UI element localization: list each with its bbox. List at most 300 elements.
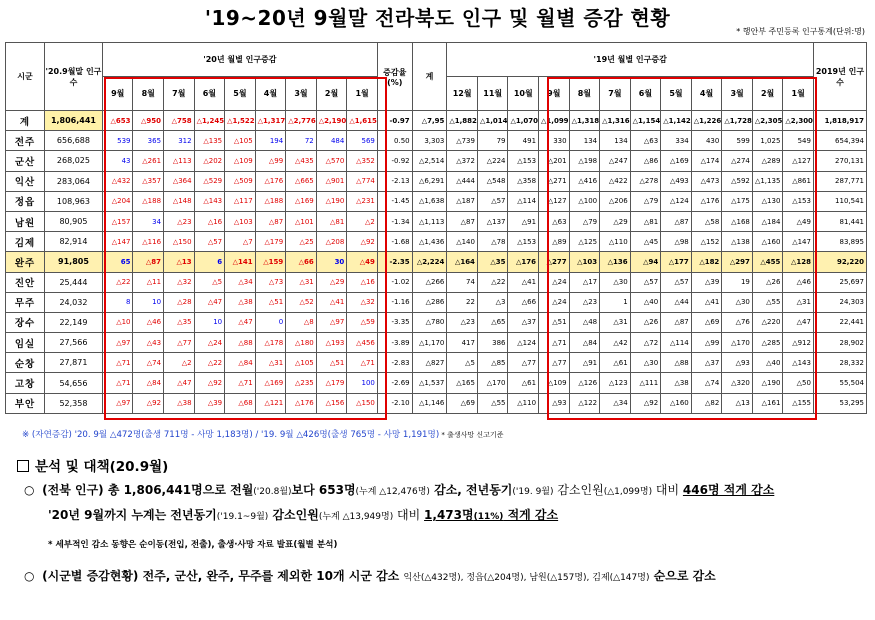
change-2019-cell: △277: [539, 252, 570, 272]
change-2020-cell: △456: [347, 333, 378, 353]
change-2019-cell: △271: [539, 171, 570, 191]
change-2020-cell: △1,317: [255, 111, 286, 131]
change-2019-cell: △201: [539, 151, 570, 171]
change-2019-cell: △88: [661, 353, 692, 373]
change-2020-cell: △97: [102, 333, 133, 353]
change-2020-cell: △49: [347, 252, 378, 272]
change-2019-cell: △31: [783, 292, 814, 312]
change-2019-cell: △23: [569, 292, 600, 312]
change-2019-cell: △160: [752, 232, 783, 252]
change-2019-cell: △93: [722, 353, 753, 373]
change-2020-cell: △10: [102, 312, 133, 332]
change-2020-cell: 194: [255, 131, 286, 151]
change-2019-cell: △87: [447, 211, 478, 231]
change-2019-cell: △1,135: [752, 171, 783, 191]
change-2019-cell: △127: [783, 151, 814, 171]
change-2019-cell: △71: [539, 333, 570, 353]
table-row: [6, 211, 867, 231]
change-2019-cell: △126: [569, 373, 600, 393]
change-2020-cell: △2,190: [316, 111, 347, 131]
change-2019-cell: 491: [508, 131, 539, 151]
header-2020-month: 6월: [194, 77, 225, 111]
change-2020-cell: △176: [286, 393, 317, 413]
change-2020-cell: △31: [286, 272, 317, 292]
pop-2020-cell: 268,025: [44, 151, 102, 171]
table-row: [6, 353, 867, 373]
change-2020-cell: △87: [255, 211, 286, 231]
table-row: [6, 232, 867, 252]
change-2020-cell: △150: [347, 393, 378, 413]
change-2019-cell: △55: [752, 292, 783, 312]
change-2019-cell: △50: [783, 373, 814, 393]
change-2020-cell: △92: [347, 232, 378, 252]
pop-2020-cell: 25,444: [44, 272, 102, 292]
header-2019-month: 1월: [783, 77, 814, 111]
change-2019-cell: △46: [783, 272, 814, 292]
change-2019-cell: △247: [600, 151, 631, 171]
change-2019-cell: △190: [752, 373, 783, 393]
change-2020-cell: △204: [102, 191, 133, 211]
change-2020-cell: △2,776: [286, 111, 317, 131]
rate-cell: -3.89: [377, 333, 412, 353]
table-row: [6, 333, 867, 353]
header-2020-month: 9월: [102, 77, 133, 111]
pop-2020-cell: 27,566: [44, 333, 102, 353]
change-2020-cell: △261: [133, 151, 164, 171]
change-2020-cell: △57: [194, 232, 225, 252]
change-2019-cell: △63: [539, 211, 570, 231]
change-2020-cell: 34: [133, 211, 164, 231]
change-2020-cell: △117: [225, 191, 256, 211]
pop-2020-cell: 91,805: [44, 252, 102, 272]
change-2019-cell: 549: [783, 131, 814, 151]
pop-2019-cell: 92,220: [813, 252, 866, 272]
change-2019-cell: 1,025: [752, 131, 783, 151]
change-2019-cell: △1,882: [447, 111, 478, 131]
change-2020-cell: △71: [102, 373, 133, 393]
change-2019-cell: △48: [569, 312, 600, 332]
region-cell: 전주: [6, 131, 45, 151]
change-2020-cell: △570: [316, 151, 347, 171]
change-2020-cell: △352: [347, 151, 378, 171]
change-2020-cell: △41: [316, 292, 347, 312]
change-2020-cell: △97: [102, 393, 133, 413]
change-2019-cell: △153: [508, 232, 539, 252]
header-2019-month: 12월: [447, 77, 478, 111]
change-2020-cell: △901: [316, 171, 347, 191]
change-2019-cell: △100: [569, 191, 600, 211]
change-2020-cell: △193: [316, 333, 347, 353]
change-2019-cell: △177: [661, 252, 692, 272]
change-2019-cell: △168: [722, 211, 753, 231]
change-2019-cell: △165: [447, 373, 478, 393]
change-2019-cell: △493: [661, 171, 692, 191]
change-2019-cell: △1,318: [569, 111, 600, 131]
change-2019-cell: △114: [661, 333, 692, 353]
pop-2020-cell: 108,963: [44, 191, 102, 211]
header-2019-month: 2월: [752, 77, 783, 111]
change-2019-cell: △42: [600, 333, 631, 353]
pop-2020-cell: 27,871: [44, 353, 102, 373]
change-2019-cell: 19: [722, 272, 753, 292]
pop-2020-cell: 1,806,441: [44, 111, 102, 131]
change-2019-cell: 386: [477, 333, 508, 353]
pop-2019-cell: 81,441: [813, 211, 866, 231]
change-2020-cell: △169: [286, 191, 317, 211]
rate-cell: -2.13: [377, 171, 412, 191]
change-2019-cell: △87: [661, 211, 692, 231]
rate-cell: -1.34: [377, 211, 412, 231]
change-2019-cell: △176: [508, 252, 539, 272]
change-2020-cell: △71: [347, 353, 378, 373]
change-2020-cell: △150: [164, 232, 195, 252]
total-2019-cell: △2,514: [412, 151, 447, 171]
change-2020-cell: △38: [164, 393, 195, 413]
total-2019-cell: △286: [412, 292, 447, 312]
change-2019-cell: △473: [691, 171, 722, 191]
rate-cell: -1.68: [377, 232, 412, 252]
change-2019-cell: △91: [569, 353, 600, 373]
change-2019-cell: △30: [630, 353, 661, 373]
pop-2020-cell: 24,032: [44, 292, 102, 312]
change-2020-cell: △357: [133, 171, 164, 191]
change-2020-cell: 312: [164, 131, 195, 151]
pop-2019-cell: 53,295: [813, 393, 866, 413]
change-2020-cell: △101: [286, 211, 317, 231]
change-2020-cell: △758: [164, 111, 195, 131]
change-2020-cell: △47: [194, 292, 225, 312]
change-2019-cell: △1,226: [691, 111, 722, 131]
change-2019-cell: △92: [630, 393, 661, 413]
change-2020-cell: △81: [316, 211, 347, 231]
change-2020-cell: △105: [225, 131, 256, 151]
change-2020-cell: △25: [286, 232, 317, 252]
rate-cell: -2.10: [377, 393, 412, 413]
header-2020-month: 5월: [225, 77, 256, 111]
paragraph-total: ○ (전북 인구) 총 1,806,441명으로 전월('20.8월)보다 653명(누계 △12,476명) 감소, 전년동기('19. 9월) 감소인원(△1,099명) 대비 446명 적게 감소: [24, 483, 775, 497]
change-2020-cell: 0: [255, 312, 286, 332]
table-row: [6, 171, 867, 191]
change-2019-cell: △99: [691, 333, 722, 353]
change-2020-cell: △141: [225, 252, 256, 272]
change-2019-cell: △124: [661, 191, 692, 211]
change-2019-cell: 330: [539, 131, 570, 151]
table-row: [6, 272, 867, 292]
change-2020-cell: △950: [133, 111, 164, 131]
rate-cell: -0.92: [377, 151, 412, 171]
change-2020-cell: △180: [286, 333, 317, 353]
header-total-2019: 계: [412, 43, 447, 111]
change-2019-cell: △69: [691, 312, 722, 332]
table-row: [6, 393, 867, 413]
change-2020-cell: △188: [255, 191, 286, 211]
change-2019-cell: 79: [477, 131, 508, 151]
rate-cell: -2.69: [377, 373, 412, 393]
change-2020-cell: △34: [225, 272, 256, 292]
change-2020-cell: △116: [133, 232, 164, 252]
change-2020-cell: △47: [225, 312, 256, 332]
change-2019-cell: △592: [722, 171, 753, 191]
change-2019-cell: △26: [630, 312, 661, 332]
table-row: [6, 312, 867, 332]
change-2019-cell: △91: [508, 211, 539, 231]
header-2019-month: 7월: [600, 77, 631, 111]
header-rate: 증감율 (%): [377, 43, 412, 111]
change-2020-cell: △774: [347, 171, 378, 191]
change-2020-cell: △665: [286, 171, 317, 191]
change-2019-cell: △170: [722, 333, 753, 353]
change-2019-cell: △72: [630, 333, 661, 353]
change-2020-cell: △179: [316, 373, 347, 393]
change-2019-cell: △372: [447, 151, 478, 171]
change-2019-cell: △109: [539, 373, 570, 393]
header-2020-month: 8월: [133, 77, 164, 111]
change-2019-cell: △422: [600, 171, 631, 191]
change-2020-cell: 43: [102, 151, 133, 171]
change-2019-cell: △61: [508, 373, 539, 393]
change-2019-cell: △3: [477, 292, 508, 312]
change-2019-cell: 1: [600, 292, 631, 312]
change-2020-cell: 100: [347, 373, 378, 393]
footnote-small: * 출생사망 신고기준: [439, 431, 504, 439]
change-2019-cell: 599: [722, 131, 753, 151]
pop-2019-cell: 28,902: [813, 333, 866, 353]
change-2019-cell: △444: [447, 171, 478, 191]
header-2020-month: 7월: [164, 77, 195, 111]
change-2020-cell: △2: [164, 353, 195, 373]
pop-2020-cell: 52,358: [44, 393, 102, 413]
change-2020-cell: △1,615: [347, 111, 378, 131]
change-2019-cell: △40: [752, 353, 783, 373]
total-2019-cell: △7,95: [412, 111, 447, 131]
region-cell: 완주: [6, 252, 45, 272]
change-2019-cell: △57: [630, 272, 661, 292]
total-2019-cell: 3,303: [412, 131, 447, 151]
change-2020-cell: △432: [102, 171, 133, 191]
change-2020-cell: △52: [286, 292, 317, 312]
change-2020-cell: 539: [102, 131, 133, 151]
change-2019-cell: △79: [630, 191, 661, 211]
change-2020-cell: △109: [225, 151, 256, 171]
change-2020-cell: △11: [133, 272, 164, 292]
change-2020-cell: △92: [194, 373, 225, 393]
pop-2019-cell: 287,771: [813, 171, 866, 191]
change-2019-cell: △41: [508, 272, 539, 292]
pop-2020-cell: 54,656: [44, 373, 102, 393]
change-2019-cell: △285: [752, 333, 783, 353]
change-2020-cell: △113: [164, 151, 195, 171]
pop-2019-cell: 83,895: [813, 232, 866, 252]
change-2020-cell: △190: [316, 191, 347, 211]
change-2020-cell: △51: [316, 353, 347, 373]
change-2019-cell: △136: [600, 252, 631, 272]
change-2020-cell: △32: [164, 272, 195, 292]
change-2019-cell: △98: [661, 232, 692, 252]
change-2019-cell: △739: [447, 131, 478, 151]
change-2019-cell: △2,305: [752, 111, 783, 131]
pop-2019-cell: 270,131: [813, 151, 866, 171]
change-2019-cell: △13: [722, 393, 753, 413]
change-2020-cell: △59: [347, 312, 378, 332]
change-2019-cell: △89: [539, 232, 570, 252]
change-2020-cell: △178: [255, 333, 286, 353]
change-2020-cell: △88: [225, 333, 256, 353]
rate-cell: -2.35: [377, 252, 412, 272]
change-2020-cell: △92: [133, 393, 164, 413]
change-2020-cell: 569: [347, 131, 378, 151]
change-2019-cell: △124: [508, 333, 539, 353]
change-2019-cell: △416: [569, 171, 600, 191]
change-2020-cell: 6: [194, 252, 225, 272]
pop-2019-cell: 22,441: [813, 312, 866, 332]
change-2019-cell: △63: [630, 131, 661, 151]
change-2020-cell: △1,522: [225, 111, 256, 131]
change-2020-cell: △16: [194, 211, 225, 231]
header-2019-month: 4월: [691, 77, 722, 111]
pop-2019-cell: 1,818,917: [813, 111, 866, 131]
change-2020-cell: △73: [255, 272, 286, 292]
change-2019-cell: △86: [630, 151, 661, 171]
change-2019-cell: △140: [447, 232, 478, 252]
total-2019-cell: △2,224: [412, 252, 447, 272]
change-2020-cell: △105: [286, 353, 317, 373]
change-2020-cell: △74: [133, 353, 164, 373]
change-2019-cell: △58: [691, 211, 722, 231]
change-2019-cell: △65: [477, 312, 508, 332]
change-2020-cell: 8: [102, 292, 133, 312]
footnote-text: ※ (자연증감) '20. 9월 △472명(출생 711명 - 사망 1,183명) / '19. 9월 △426명(출생 765명 - 사망 1,191명): [22, 430, 440, 440]
change-2019-cell: △61: [600, 353, 631, 373]
change-2019-cell: △110: [600, 232, 631, 252]
region-cell: 남원: [6, 211, 45, 231]
change-2019-cell: △24: [539, 292, 570, 312]
change-2019-cell: △51: [539, 312, 570, 332]
change-2019-cell: △30: [600, 272, 631, 292]
change-2019-cell: 74: [447, 272, 478, 292]
change-2019-cell: △85: [477, 353, 508, 373]
change-2019-cell: 134: [569, 131, 600, 151]
rate-cell: 0.50: [377, 131, 412, 151]
change-2020-cell: 10: [133, 292, 164, 312]
change-2019-cell: △184: [752, 211, 783, 231]
change-2019-cell: 417: [447, 333, 478, 353]
change-2019-cell: △455: [752, 252, 783, 272]
change-2019-cell: △114: [508, 191, 539, 211]
change-2019-cell: △1,728: [722, 111, 753, 131]
change-2019-cell: △22: [477, 272, 508, 292]
change-2020-cell: △29: [316, 272, 347, 292]
detail-note: * 세부적인 감소 동향은 순이동(전입, 전출), 출생·사망 자료 발표(월별 분석): [48, 540, 338, 550]
change-2020-cell: 484: [316, 131, 347, 151]
total-2019-cell: △827: [412, 353, 447, 373]
change-2019-cell: △24: [539, 272, 570, 292]
change-2019-cell: △77: [508, 353, 539, 373]
change-2020-cell: △435: [286, 151, 317, 171]
change-2019-cell: △31: [600, 312, 631, 332]
rate-cell: -1.45: [377, 191, 412, 211]
total-2019-cell: △1,436: [412, 232, 447, 252]
change-2019-cell: △170: [477, 373, 508, 393]
region-cell: 진안: [6, 272, 45, 292]
change-2020-cell: △28: [164, 292, 195, 312]
change-2019-cell: △174: [691, 151, 722, 171]
header-2019-month: 10월: [508, 77, 539, 111]
change-2019-cell: △40: [630, 292, 661, 312]
change-2020-cell: △208: [316, 232, 347, 252]
change-2019-cell: △169: [661, 151, 692, 171]
change-2019-cell: △2,300: [783, 111, 814, 131]
change-2019-cell: △69: [447, 393, 478, 413]
change-2019-cell: △34: [600, 393, 631, 413]
change-2019-cell: △1,070: [508, 111, 539, 131]
change-2019-cell: △153: [508, 151, 539, 171]
header-2020-month: 1월: [347, 77, 378, 111]
header-2019-month: 6월: [630, 77, 661, 111]
change-2019-cell: △220: [752, 312, 783, 332]
change-2020-cell: △7: [225, 232, 256, 252]
change-2019-cell: △81: [630, 211, 661, 231]
change-2020-cell: △87: [133, 252, 164, 272]
population-table: [5, 42, 867, 414]
change-2020-cell: △5: [194, 272, 225, 292]
change-2020-cell: △24: [194, 333, 225, 353]
change-2019-cell: △289: [752, 151, 783, 171]
change-2020-cell: △135: [194, 131, 225, 151]
change-2020-cell: △23: [164, 211, 195, 231]
change-2019-cell: △152: [691, 232, 722, 252]
pop-2019-cell: 28,332: [813, 353, 866, 373]
change-2020-cell: 65: [102, 252, 133, 272]
change-2019-cell: △182: [691, 252, 722, 272]
change-2020-cell: 30: [316, 252, 347, 272]
change-2020-cell: △84: [225, 353, 256, 373]
pop-2019-cell: 654,394: [813, 131, 866, 151]
total-2019-cell: △1,113: [412, 211, 447, 231]
change-2019-cell: △198: [569, 151, 600, 171]
region-cell: 무주: [6, 292, 45, 312]
change-2020-cell: △143: [194, 191, 225, 211]
region-cell: 익산: [6, 171, 45, 191]
change-2019-cell: △125: [569, 232, 600, 252]
change-2019-cell: △153: [783, 191, 814, 211]
change-2019-cell: △110: [508, 393, 539, 413]
change-2019-cell: △93: [539, 393, 570, 413]
total-2019-cell: △1,146: [412, 393, 447, 413]
change-2019-cell: 22: [447, 292, 478, 312]
header-2019-month: 5월: [661, 77, 692, 111]
region-cell: 계: [6, 111, 45, 131]
change-2019-cell: △123: [600, 373, 631, 393]
change-2019-cell: △130: [752, 191, 783, 211]
header-group-2019: '19년 월별 인구증감: [447, 43, 814, 77]
change-2019-cell: △26: [752, 272, 783, 292]
change-2019-cell: △137: [477, 211, 508, 231]
table-row: [6, 131, 867, 151]
change-2019-cell: △49: [783, 211, 814, 231]
change-2019-cell: △161: [752, 393, 783, 413]
pop-2019-cell: 55,504: [813, 373, 866, 393]
change-2019-cell: △164: [447, 252, 478, 272]
change-2019-cell: △861: [783, 171, 814, 191]
header-pop-2020: '20.9월말 인구수: [44, 43, 102, 111]
change-2020-cell: △66: [286, 252, 317, 272]
pop-2019-cell: 110,541: [813, 191, 866, 211]
change-2020-cell: △35: [164, 312, 195, 332]
change-2020-cell: △157: [102, 211, 133, 231]
change-2019-cell: △37: [508, 312, 539, 332]
change-2019-cell: △94: [630, 252, 661, 272]
total-2019-cell: △1,170: [412, 333, 447, 353]
